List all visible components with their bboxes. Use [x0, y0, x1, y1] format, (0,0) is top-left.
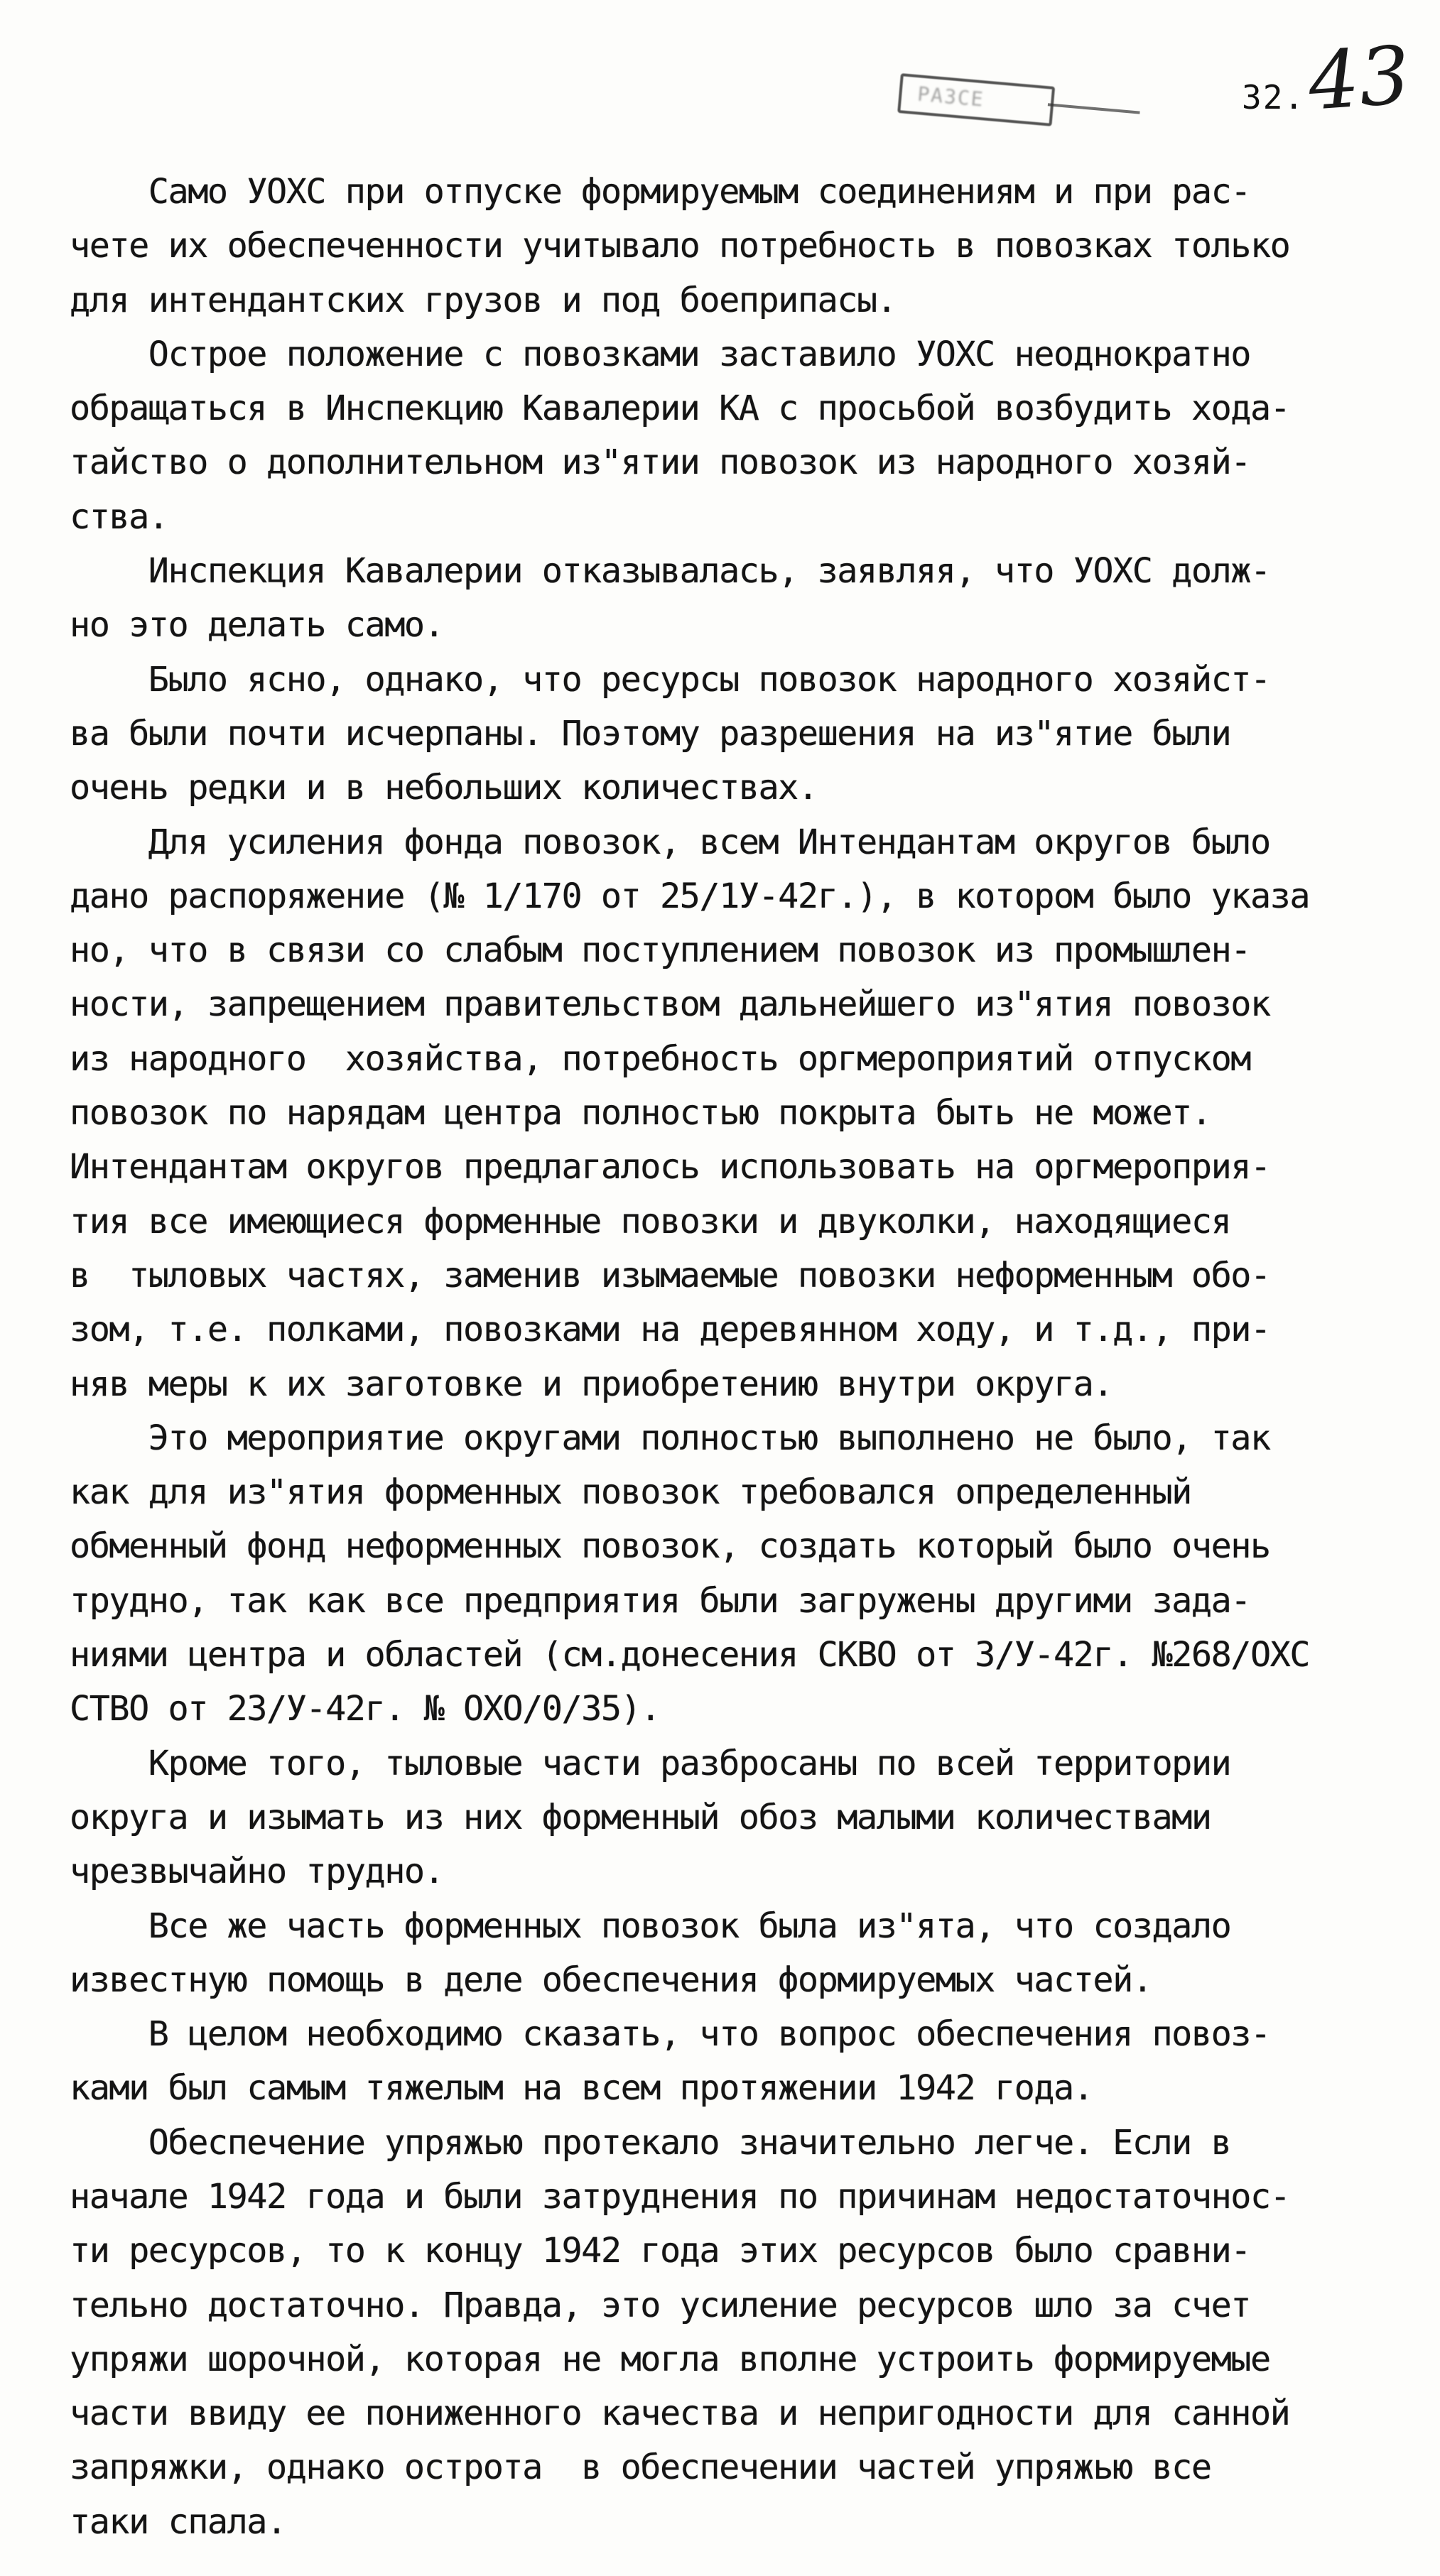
text-line: Было ясно, однако, что ресурсы повозок народного хозяйст- — [70, 659, 1270, 700]
document-body — [70, 165, 1423, 2549]
text-line: очень редки и в небольших количествах. — [70, 768, 818, 808]
text-line: тия все имеющиеся форменные повозки и двуколки, находящиеся — [70, 1201, 1231, 1241]
text-line: Для усиления фонда повозок, всем Интендантам округов было — [70, 822, 1270, 862]
text-line: но это делать само. — [70, 605, 444, 646]
text-line: упряжи шорочной, которая не могла вполне устроить формируемые — [70, 2339, 1270, 2379]
text-line: чете их обеспеченности учитывало потребность в повозках только — [70, 226, 1290, 266]
text-line: запряжки, однако острота в обеспечении частей упряжью все — [70, 2447, 1211, 2488]
text-line: начале 1942 года и были затруднения по причинам недостаточнос- — [70, 2176, 1290, 2217]
text-line: Острое положение с повозками заставило УОХС неоднократно — [70, 334, 1250, 374]
stamp-frame — [897, 73, 1055, 126]
stamp-text: РАЗСЕ — [916, 82, 985, 112]
text-line: ва были почти исчерпаны. Поэтому разрешения на из"ятие были — [70, 713, 1231, 754]
text-line: няв меры к их заготовке и приобретению внутри округа. — [70, 1364, 1113, 1404]
stamp-line — [1048, 103, 1140, 114]
text-line: Кроме того, тыловые части разбросаны по всей территории — [70, 1743, 1231, 1783]
archive-stamp — [897, 67, 1146, 138]
text-line: таки спала. — [70, 2501, 286, 2542]
text-line: СТВО от 23/У-42г. № ОХО/0/35). — [70, 1689, 660, 1729]
text-line: тельно достаточно. Правда, это усиление ресурсов шло за счет — [70, 2285, 1250, 2325]
text-line: тайство о дополнительном из"ятии повозок из народного хозяй- — [70, 442, 1250, 483]
text-line: Интендантам округов предлагалось использовать на оргмероприя- — [70, 1147, 1270, 1188]
text-line: ками был самым тяжелым на всем протяжении 1942 года. — [70, 2068, 1093, 2109]
text-line: в тыловых частях, заменив изымаемые повозки неформенным обо- — [70, 1255, 1270, 1295]
text-line: В целом необходимо сказать, что вопрос обеспечения повоз- — [70, 2014, 1270, 2055]
text-line: дано распоряжение (№ 1/170 от 25/1У-42г.), в котором было указа — [70, 876, 1310, 916]
text-line: Все же часть форменных повозок была из"ята, что создало — [70, 1906, 1231, 1946]
text-line: ниями центра и областей (см.донесения СКВО от 3/У-42г. №268/ОХС — [70, 1635, 1310, 1675]
text-line: как для из"ятия форменных повозок требовался определенный — [70, 1472, 1191, 1513]
text-line: ства. — [70, 496, 168, 537]
text-line: известную помощь в деле обеспечения формируемых частей. — [70, 1960, 1152, 2000]
text-line: округа и изымать из них форменный обоз малыми количествами — [70, 1797, 1211, 1837]
text-line: Обеспечение упряжью протекало значительно легче. Если в — [70, 2122, 1231, 2163]
text-line: для интендантских грузов и под боеприпасы. — [70, 280, 897, 320]
text-line: зом, т.е. полками, повозками на деревянном ходу, и т.д., при- — [70, 1310, 1270, 1350]
text-line: Это мероприятие округами полностью выполнено не было, так — [70, 1418, 1270, 1458]
text-line: обращаться в Инспекцию Кавалерии КА с просьбой возбудить хода- — [70, 388, 1290, 429]
text-line: чрезвычайно трудно. — [70, 1852, 444, 1892]
text-line: ности, запрещением правительством дальнейшего из"ятия повозок — [70, 984, 1270, 1025]
text-line: Инспекция Кавалерии отказывалась, заявляя, что УОХС долж- — [70, 551, 1270, 592]
text-line: из народного хозяйства, потребность оргмероприятий отпуском — [70, 1038, 1250, 1079]
page-number: 32. — [1242, 78, 1306, 116]
text-line: части ввиду ее пониженного качества и непригодности для санной — [70, 2393, 1290, 2434]
text-line: повозок по нарядам центра полностью покрыта быть не может. — [70, 1093, 1211, 1134]
text-line: обменный фонд неформенных повозок, создать который было очень — [70, 1526, 1270, 1567]
handwritten-page-number: 43 — [1305, 29, 1413, 129]
text-line: ти ресурсов, то к концу 1942 года этих ресурсов было сравни- — [70, 2231, 1250, 2271]
text-line: трудно, так как все предприятия были загружены другими зада- — [70, 1580, 1250, 1621]
text-line: Само УОХС при отпуске формируемым соединениям и при рас- — [70, 172, 1250, 212]
text-line: но, что в связи со слабым поступлением повозок из промышлен- — [70, 930, 1250, 971]
